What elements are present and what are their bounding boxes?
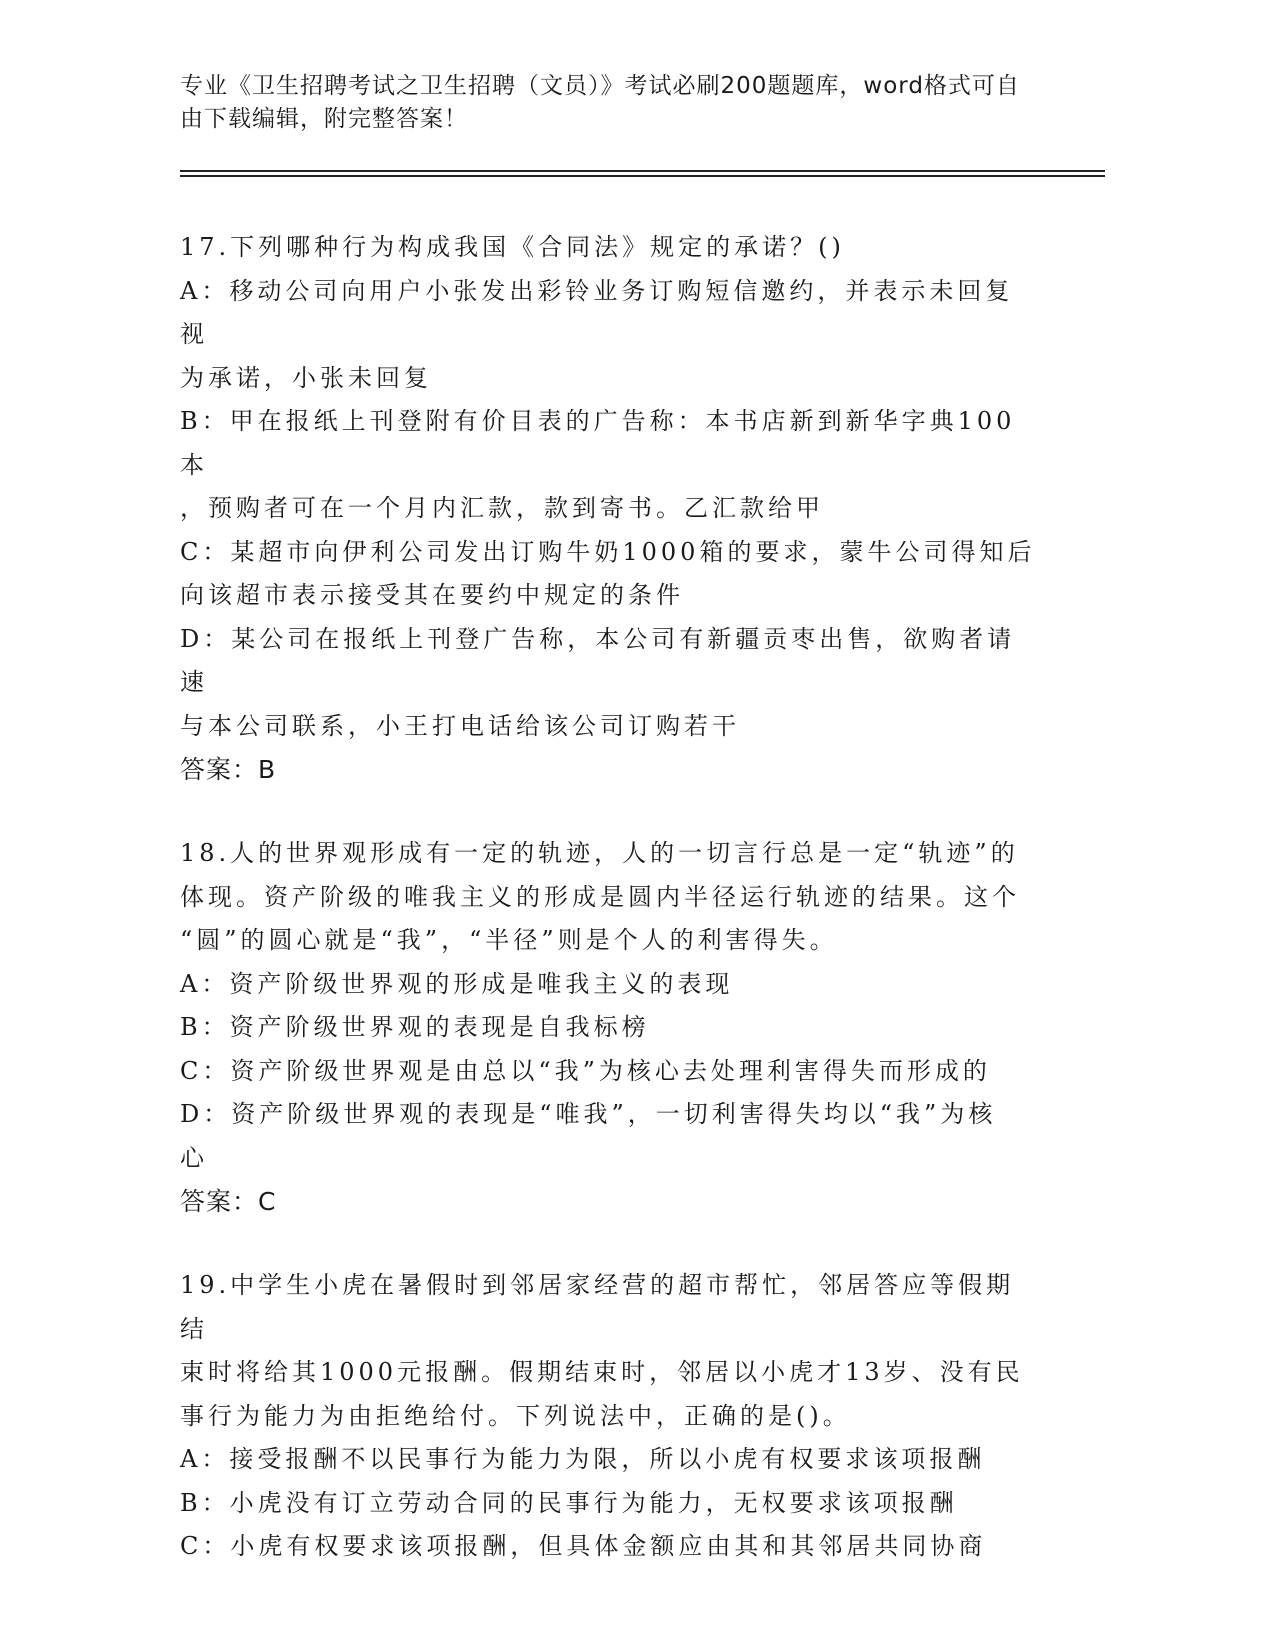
question-stem-continued: 体现。资产阶级的唯我主义的形成是圆内半径运行轨迹的结果。这个	[180, 882, 1020, 911]
document-header	[180, 70, 1030, 136]
option-b: B：甲在报纸上刊登附有价目表的广告称：本书店新到新华字典100本	[180, 407, 1016, 479]
option-d-continued: 与本公司联系，小王打电话给该公司订购若干	[180, 711, 740, 740]
option-d: D：某公司在报纸上刊登广告称，本公司有新疆贡枣出售，欲购者请速	[180, 624, 1016, 696]
option-c-continued: 向该超市表示接受其在要约中规定的条件	[180, 581, 684, 609]
question-17	[180, 226, 1040, 792]
question-stem: 17.下列哪种行为构成我国《合同法》规定的承诺？()	[180, 233, 845, 261]
option-a: A：资产阶级世界观的形成是唯我主义的表现	[180, 969, 734, 998]
question-stem: 19.中学生小虎在暑假时到邻居家经营的超市帮忙，邻居答应等假期结	[180, 1271, 1015, 1343]
option-c: C：某超市向伊利公司发出订购牛奶1000箱的要求，蒙牛公司得知后	[180, 537, 1036, 566]
option-d: D：资产阶级世界观的表现是“唯我”，一切利害得失均以“我”为核	[180, 1100, 997, 1128]
answer-label: 答案：B	[180, 755, 277, 784]
question-stem: 18.人的世界观形成有一定的轨迹，人的一切言行总是一定“轨迹”的	[180, 839, 1019, 867]
option-c: C：小虎有权要求该项报酬，但具体金额应由其和其邻居共同协商	[180, 1532, 987, 1560]
option-a: A：接受报酬不以民事行为能力为限，所以小虎有权要求该项报酬	[180, 1445, 986, 1473]
header-divider-bottom	[180, 175, 1105, 177]
question-18	[180, 832, 1040, 1224]
option-a-continued: 为承诺，小张未回复	[180, 363, 432, 392]
option-c: C：资产阶级世界观是由总以“我”为核心去处理利害得失而形成的	[180, 1056, 991, 1085]
option-b: B：资产阶级世界观的表现是自我标榜	[180, 1013, 650, 1041]
answer-label: 答案：C	[180, 1187, 277, 1216]
question-19	[180, 1264, 1040, 1569]
question-stem-continued: 束时将给其1000元报酬。假期结束时，邻居以小虎才13岁、没有民	[180, 1358, 1024, 1386]
header-line-1: 专业《卫生招聘考试之卫生招聘（文员）》考试必刷200题题库，word格式可自	[180, 73, 1020, 99]
header-line-2: 由下载编辑，附完整答案！	[180, 106, 468, 132]
option-d-continued: 心	[180, 1143, 208, 1172]
question-stem-continued: 事行为能力为由拒绝给付。下列说法中，正确的是()。	[180, 1401, 851, 1430]
option-a: A：移动公司向用户小张发出彩铃业务订购短信邀约，并表示未回复视	[180, 276, 1014, 348]
question-stem-continued: “圆”的圆心就是“我”，“半径”则是个人的利害得失。	[180, 926, 838, 954]
option-b-continued: ，预购者可在一个月内汇款，款到寄书。乙汇款给甲	[180, 494, 824, 522]
question-list	[180, 226, 1040, 1609]
header-divider-top	[180, 170, 1105, 172]
option-b: B：小虎没有订立劳动合同的民事行为能力，无权要求该项报酬	[180, 1488, 958, 1517]
